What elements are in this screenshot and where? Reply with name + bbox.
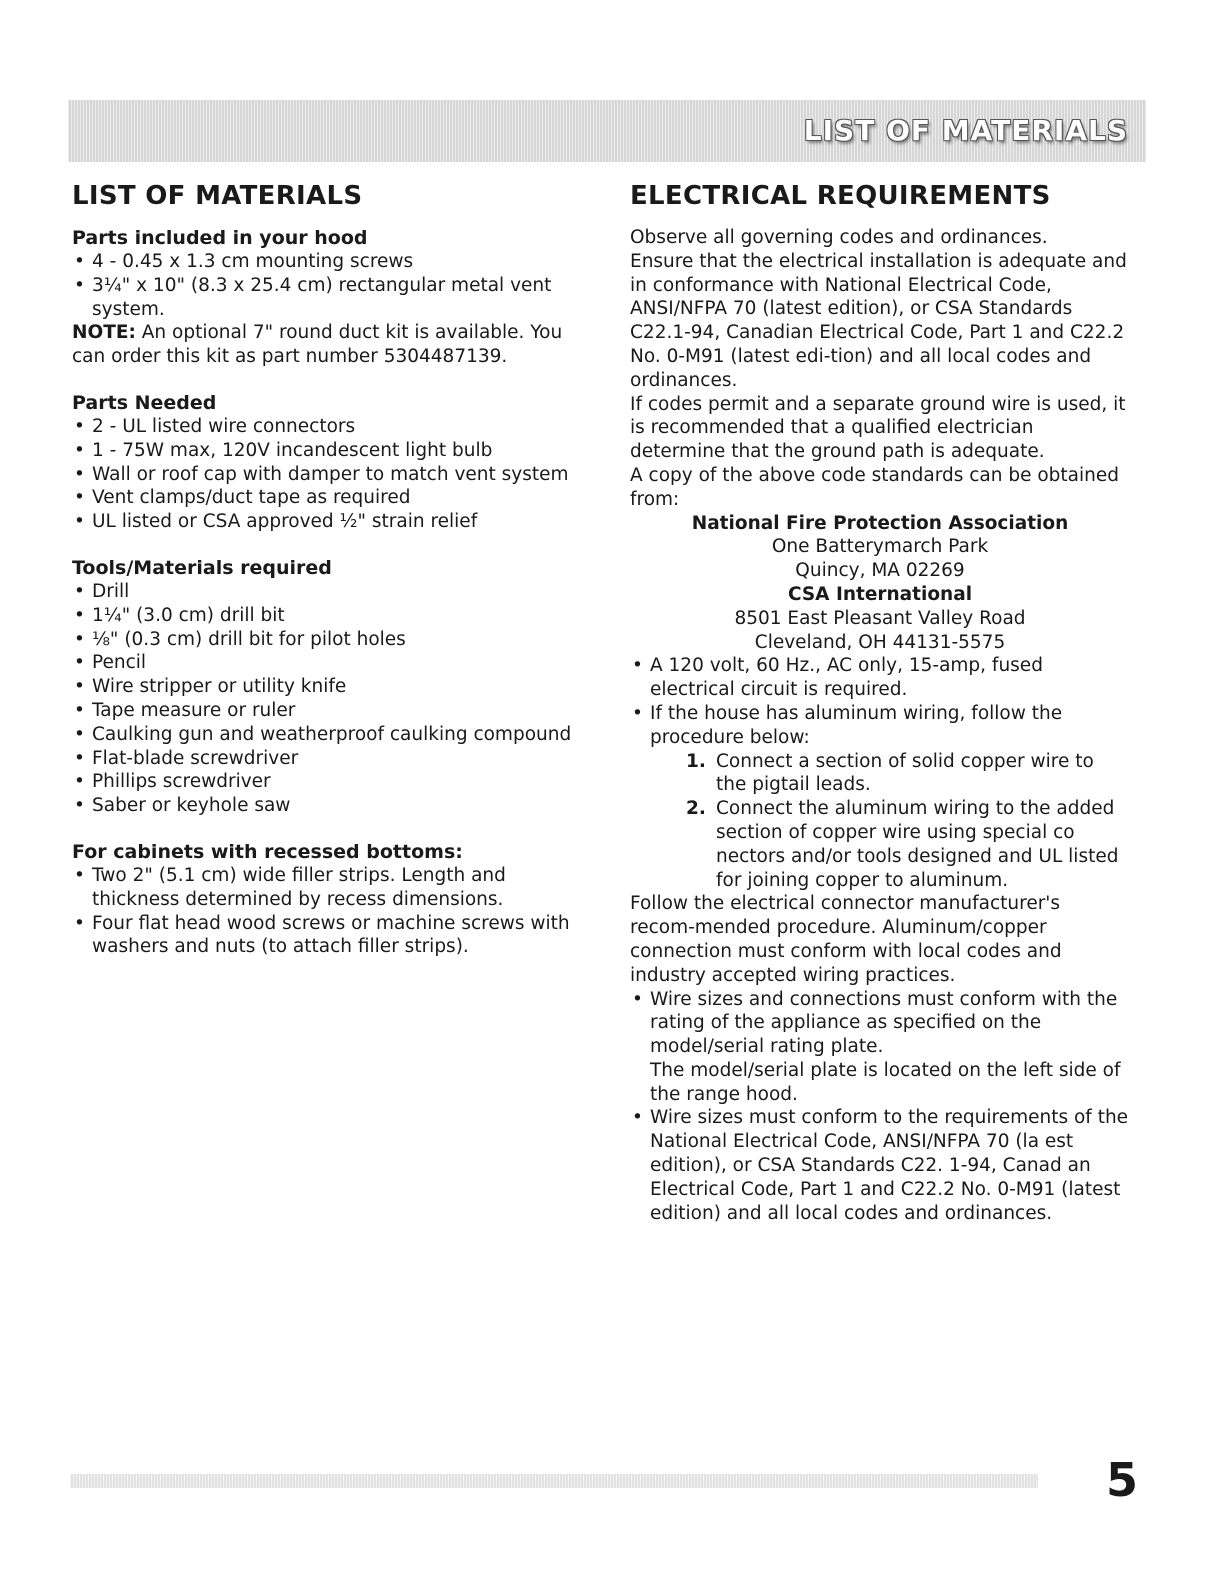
- step-item: [686, 750, 1130, 798]
- note-label: NOTE:: [72, 322, 136, 344]
- list-item: • Caulking gun and weatherproof caulking compound: [72, 723, 587, 747]
- list-item: • Tape measure or ruler: [72, 699, 587, 723]
- list-item: [630, 702, 1130, 892]
- list-item: • 1 - 75W max, 120V incandescent light bulb: [72, 439, 587, 463]
- paragraph: A copy of the above code standards can be obtained from:: [630, 464, 1119, 510]
- step-item: [686, 797, 1130, 892]
- cabinets-list: [72, 864, 587, 959]
- requirements-list: [630, 654, 1130, 892]
- list-item: • 2 - UL listed wire connectors: [72, 415, 587, 439]
- list-item: • Two 2" (5.1 cm) wide filler strips. Length and thickness determined by recess dimensions.: [72, 864, 587, 912]
- address-line: Quincy, MA 02269: [795, 560, 965, 582]
- address-line: 8501 East Pleasant Valley Road: [734, 607, 1026, 629]
- parts-included-title: Parts included in your hood: [72, 227, 368, 249]
- list-of-materials-heading: LIST OF MATERIALS: [72, 181, 363, 211]
- electrical-requirements-heading: ELECTRICAL REQUIREMENTS: [630, 181, 1051, 211]
- list-item-text: The model/serial plate is located on the left side of the range hood.: [650, 1059, 1121, 1105]
- csa-address: [630, 583, 1130, 654]
- step-text: Connect a section of solid copper wire to the pigtail leads.: [716, 750, 1094, 796]
- paragraph: Ensure that the electrical installation is adequate and in conformance with National Electrical Code, ANSI/NFPA 70 (latest edition), or CSA Standards C22.1-94, Canadian Electrical Code, Part 1 and C22.2 No. 0-M91 (latest edi-tion) and all local codes and ordinances.: [630, 250, 1127, 391]
- cabinets-title: For cabinets with recessed bottoms:: [72, 840, 463, 863]
- paragraph: Follow the electrical connector manufacturer's recom-mended procedure. Aluminum/copper connection must conform with local codes and industry accepted wiring practices.: [630, 893, 1062, 986]
- list-item: • 3¼" x 10" (8.3 x 25.4 cm) rectangular metal vent system.: [72, 274, 587, 322]
- parts-needed-title: Parts Needed: [72, 391, 217, 414]
- address-name: National Fire Protection Association: [691, 512, 1069, 534]
- list-item: • Wire stripper or utility knife: [72, 675, 587, 699]
- list-item: • UL listed or CSA approved ½" strain relief: [72, 510, 587, 534]
- wire-size-list: [630, 988, 1130, 1226]
- parts-needed-list: [72, 415, 587, 534]
- list-item: • ⅛" (0.3 cm) drill bit for pilot holes: [72, 628, 587, 652]
- list-item: • Phillips screwdriver: [72, 770, 587, 794]
- right-column: [630, 180, 1130, 1225]
- list-item: [630, 988, 1130, 1107]
- list-item: • 4 - 0.45 x 1.3 cm mounting screws: [72, 250, 587, 274]
- nfpa-address: [630, 512, 1130, 583]
- header-banner: [68, 100, 1146, 162]
- list-item: • Saber or keyhole saw: [72, 794, 587, 818]
- list-item: • A 120 volt, 60 Hz., AC only, 15-amp, fused electrical circuit is required.: [630, 654, 1130, 702]
- tools-materials-title: Tools/Materials required: [72, 556, 332, 579]
- step-number: 1.: [686, 750, 706, 772]
- step-text: Connect the aluminum wiring to the added section of copper wire using special co nectors and/or tools designed and UL listed for joining copper to aluminum.: [716, 798, 1119, 891]
- note-paragraph: [72, 321, 587, 369]
- list-item: • Four flat head wood screws or machine screws with washers and nuts (to attach filler strips).: [72, 912, 587, 960]
- note-text: An optional 7" round duct kit is available. You can order this kit as part number 5304487139.: [72, 322, 563, 368]
- list-item-text: If the house has aluminum wiring, follow the procedure below:: [650, 702, 1063, 748]
- list-item: • Vent clamps/duct tape as required: [72, 486, 587, 510]
- address-name: CSA International: [787, 583, 973, 605]
- list-item: • 1¼" (3.0 cm) drill bit: [72, 604, 587, 628]
- left-column: [72, 180, 587, 959]
- footer-strip: [70, 1474, 1038, 1488]
- list-item: • Wall or roof cap with damper to match vent system: [72, 463, 587, 487]
- page-number: 5: [1106, 1453, 1139, 1507]
- paragraph: If codes permit and a separate ground wire is used, it is recommended that a qualified electrician determine that the ground path is adequate.: [630, 393, 1126, 463]
- address-line: Cleveland, OH 44131-5575: [754, 631, 1006, 653]
- list-item: • Pencil: [72, 651, 587, 675]
- step-number: 2.: [686, 798, 706, 820]
- parts-included-list: [72, 250, 587, 321]
- list-item-text: • Wire sizes and connections must conform with the rating of the appliance as specified on the model/serial rating plate.: [650, 988, 1118, 1058]
- list-item: • Wire sizes must conform to the requirements of the National Electrical Code, ANSI/NFPA 70 (la est edition), or CSA Standards C22. 1-94, Canad an Electrical Code, Part 1 and C22.2 No. 0-M91 (latest edition) and all local codes and ordinances.: [630, 1106, 1130, 1225]
- list-item: • Drill: [72, 580, 587, 604]
- tools-list: [72, 580, 587, 818]
- address-line: One Batterymarch Park: [771, 536, 989, 558]
- banner-title: LIST OF MATERIALS: [803, 114, 1128, 147]
- list-item: • Flat-blade screwdriver: [72, 747, 587, 771]
- procedure-steps: [650, 750, 1130, 893]
- paragraph: Observe all governing codes and ordinances.: [630, 227, 1048, 248]
